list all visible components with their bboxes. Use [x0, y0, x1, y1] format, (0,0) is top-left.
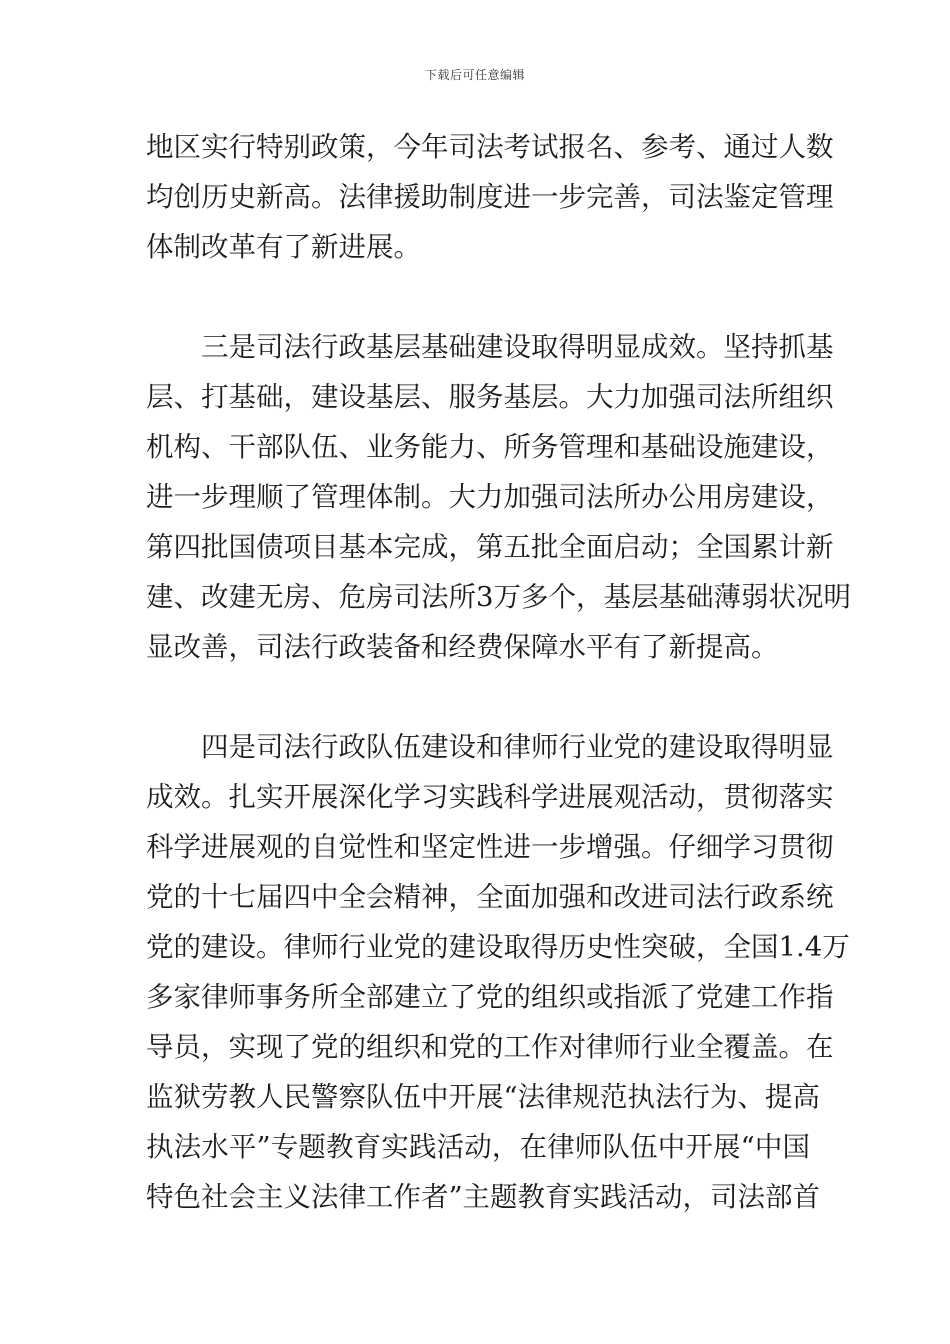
text-line: 显改善，司法行政装备和经费保障水平有了新提高。 [146, 631, 779, 663]
text-line: 多家律师事务所全部建立了党的组织或指派了党建工作指 [146, 981, 834, 1013]
text-line: 成效。扎实开展深化学习实践科学进展观活动，贯彻落实 [146, 781, 834, 813]
paragraph-3 [146, 722, 850, 1222]
text-line: 四是司法行政队伍建设和律师行业党的建设取得明显 [201, 731, 834, 763]
text-line: 均创历史新高。法律援助制度进一步完善，司法鉴定管理 [146, 181, 834, 213]
document-body [146, 122, 851, 1222]
text-line: 党的建设。律师行业党的建设取得历史性突破，全国1.4万 [146, 931, 850, 963]
text-line: 体制改革有了新进展。 [146, 231, 421, 263]
text-line: 进一步理顺了管理体制。大力加强司法所办公用房建设， [146, 481, 834, 513]
text-line: 地区实行特别政策，今年司法考试报名、参考、通过人数 [146, 131, 834, 163]
text-line: 层、打基础，建设基层、服务基层。大力加强司法所组织 [146, 381, 834, 413]
text-line: 科学进展观的自觉性和坚定性进一步增强。仔细学习贯彻 [146, 831, 834, 863]
text-line: 监狱劳教人民警察队伍中开展“法律规范执法行为、提高 [146, 1081, 821, 1113]
text-line: 党的十七届四中全会精神，全面加强和改进司法行政系统 [146, 881, 834, 913]
paragraph-1 [146, 122, 834, 272]
paragraph-2 [146, 322, 851, 672]
text-line: 第四批国债项目基本完成，第五批全面启动；全国累计新 [146, 531, 834, 563]
text-line: 三是司法行政基层基础建设取得明显成效。坚持抓基 [201, 331, 834, 363]
text-line: 特色社会主义法律工作者”主题教育实践活动，司法部首 [146, 1181, 821, 1213]
page-header: 下载后可任意编辑 [424, 68, 525, 82]
text-line: 机构、干部队伍、业务能力、所务管理和基础设施建设， [146, 431, 834, 463]
text-line: 建、改建无房、危房司法所3万多个，基层基础薄弱状况明 [146, 581, 851, 613]
text-line: 执法水平”专题教育实践活动，在律师队伍中开展“中国 [146, 1131, 810, 1163]
text-line: 导员，实现了党的组织和党的工作对律师行业全覆盖。在 [146, 1031, 834, 1063]
